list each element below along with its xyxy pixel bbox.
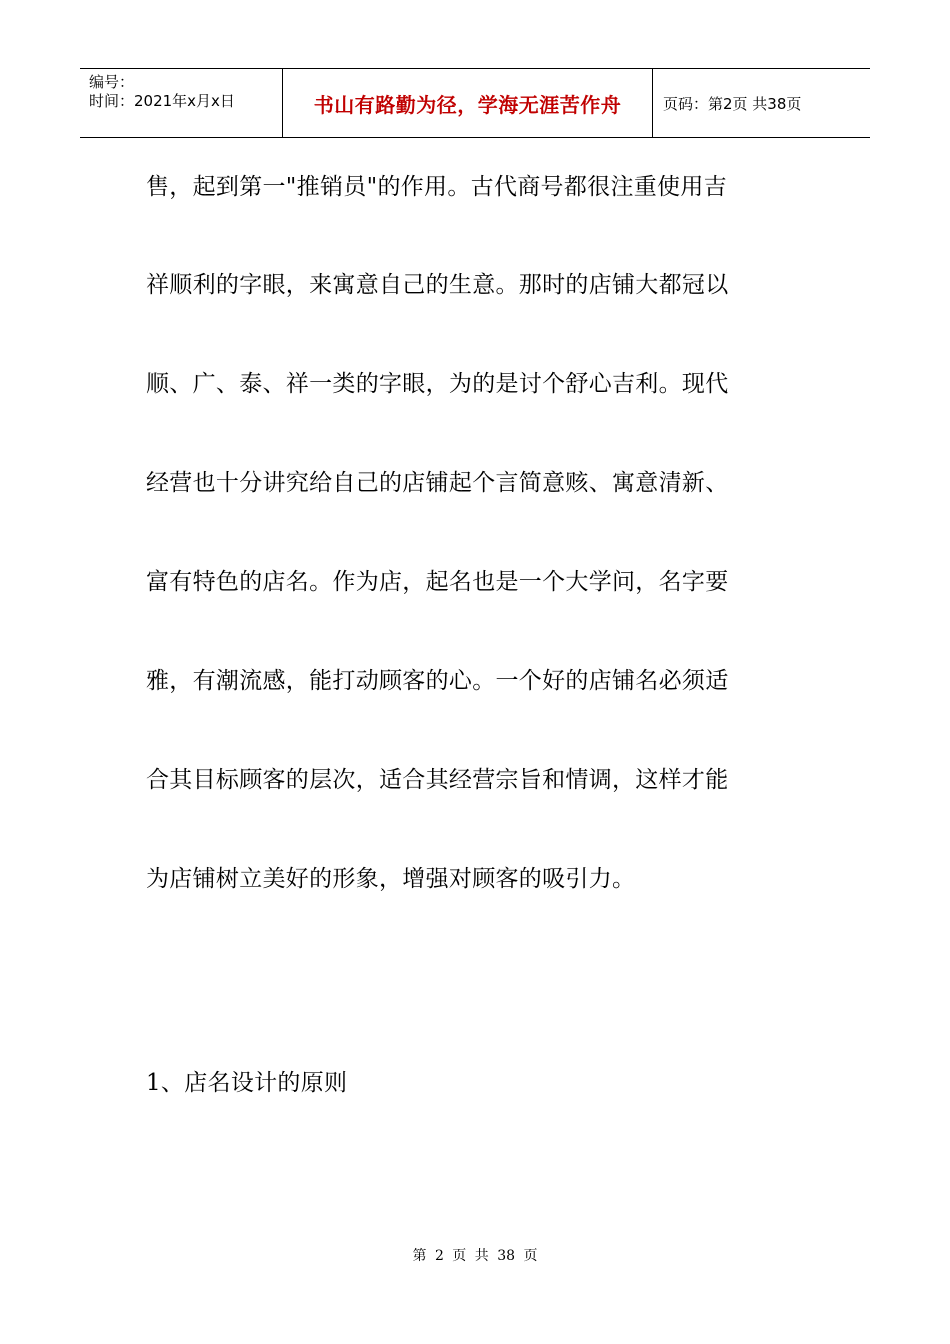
page-footer: 第 2 页 共 38 页 bbox=[412, 1248, 538, 1264]
body-text-line: 雅，有潮流感，能打动顾客的心。一个好的店铺名必须适 bbox=[146, 668, 729, 694]
header-meta bbox=[80, 69, 282, 137]
body-text-line: 富有特色的店名。作为店，起名也是一个大学问，名字要 bbox=[146, 569, 729, 595]
body-text-line: 祥顺利的字眼，来寓意自己的生意。那时的店铺大都冠以 bbox=[146, 272, 729, 298]
page-header bbox=[80, 68, 870, 138]
header-motto: 书山有路勤为径，学海无涯苦作舟 bbox=[282, 69, 653, 137]
document-time-label: 时间：2021年x月x日 bbox=[89, 92, 235, 110]
body-text-line: 顺、广、泰、祥一类的字眼，为的是讨个舒心吉利。现代 bbox=[146, 371, 729, 397]
header-page-info: 页码：第2页 共38页 bbox=[663, 94, 802, 113]
body-text-line: 合其目标顾客的层次，适合其经营宗旨和情调，这样才能 bbox=[146, 767, 729, 793]
body-text-line: 售，起到第一"推销员"的作用。古代商号都很注重使用吉 bbox=[146, 174, 727, 200]
body-text-line: 经营也十分讲究给自己的店铺起个言简意赅、寓意清新、 bbox=[146, 470, 729, 496]
document-number-label: 编号： bbox=[89, 73, 135, 91]
body-text-line: 为店铺树立美好的形象，增强对顾客的吸引力。 bbox=[146, 866, 636, 892]
section-heading: 1、店名设计的原则 bbox=[146, 1070, 348, 1096]
